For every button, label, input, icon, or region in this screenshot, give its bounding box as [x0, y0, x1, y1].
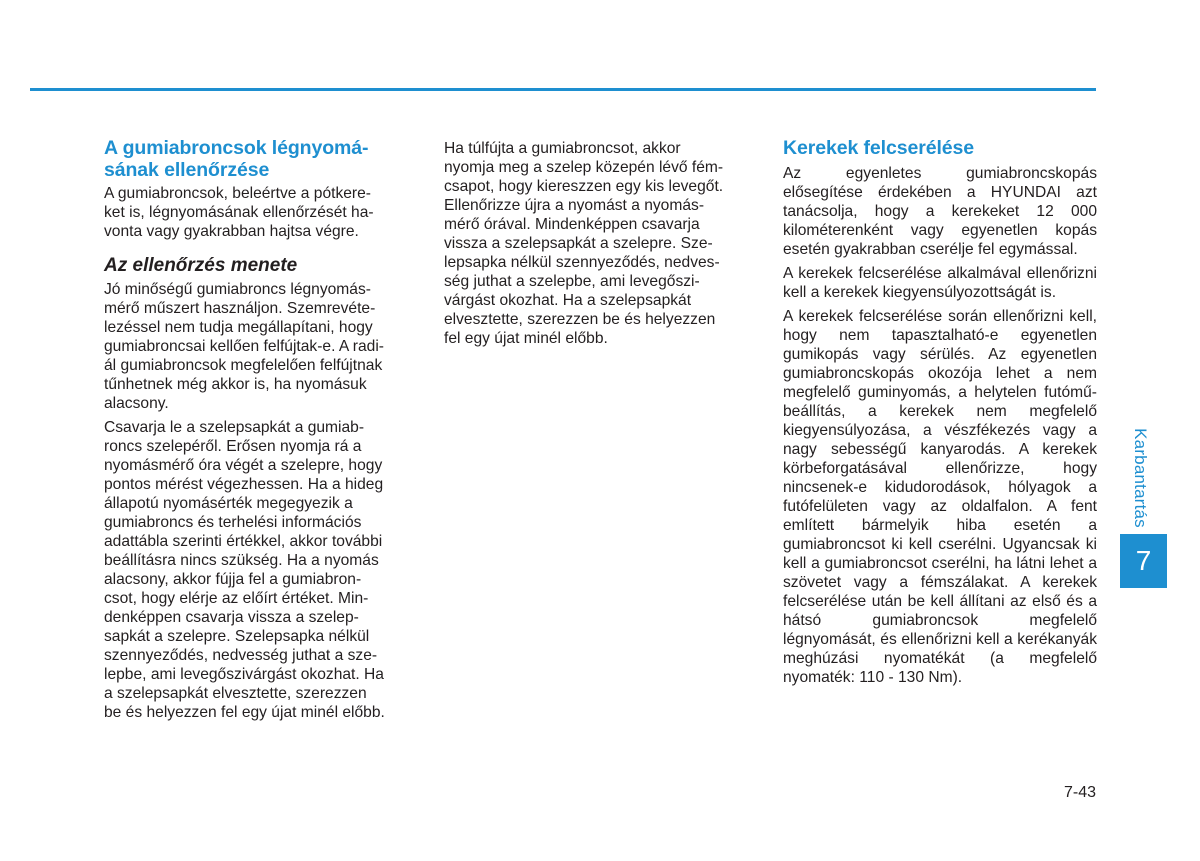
chapter-title: Karbantartás [1131, 428, 1150, 528]
column-middle [444, 137, 758, 353]
section-heading-wheel-rotation: Kerekek felcserélése [783, 137, 974, 159]
page-number: 7-43 [1063, 784, 1096, 801]
rotation-paragraph-1: Az egyenletes gumiabroncskopás elősegítése érdekében a HYUNDAI azt tanácsolja, hogy a kerekeket 12 000 kilométerenként vagy egyenetlen kopás esetén gyakrabban cserélje fel egymással. [783, 165, 1097, 258]
procedure-paragraph-2: Csavarja le a szelepsapkát a gumiab- roncs szelepéről. Erősen nyomja rá a nyomásmérő óra végét a szelepre, hogy pontos mérést végezhessen. Ha a hideg állapotú nyomásérték megegyezik a gumiabroncs és terhelési információs adattábla szerinti értékkel, akkor további beállításra nincs szükség. Ha a nyomás alacsony, akkor fújja fel a gumiabron- csot, hogy elérje az előírt értéket. Min- denképpen csavarja vissza a szelep- sapkát a szelepre. Szelepsapka nélkül szennyeződés, nedvesség juthat a sze- lepbe, ami levegőszivárgást okozhat. Ha a szelepsapkát elvesztette, szerezzen be és helyezzen fel egy újat minél előbb. [104, 419, 385, 721]
header-rule [30, 88, 1096, 91]
chapter-number-tab: 7 [1120, 534, 1167, 588]
rotation-paragraph-3: A kerekek felcserélése során ellenőrizni kell, hogy nem tapasztalható-e egyenetlen gumikopás vagy sérülés. Az egyenetlen gumiabroncskopás okozója lehet a nem megfelelő guminyomás, a helytelen futómű-beállítás, a kerekek nem megfelelő kiegyensúlyozása, a vészfékezés vagy a nagy sebességű kanyarodás. A kerekek körbeforgatásával ellenőrizze, hogy nincsenek-e kidudorodások, hólyagok a futófelületen vagy az oldalfalon. A fent említett bármelyik hiba esetén a gumiabroncsot ki kell cserélni. Ugyancsak ki kell a gumiabroncsot cserélni, ha látni lehet a szövetet vagy a fémszálakat. A kerekek felcserélése után be kell állítani az első és a hátsó gumiabroncsok megfelelő légnyomását, és ellenőrizni kell a kerékanyák meghúzási nyomatékát (a megfelelő nyomaték: 110 - 130 Nm). [783, 308, 1097, 686]
chapter-side-label [1124, 422, 1156, 534]
subheading-check-procedure: Az ellenőrzés menete [104, 255, 298, 276]
procedure-paragraph-1: Jó minőségű gumiabroncs légnyomás- mérő műszert használjon. Szemrevéte- lezéssel nem tudja megállapítani, hogy gumiabroncsai kellően felfújtak-e. A radi- ál gumiabroncsok megfelelően felfújtnak tűnhetnek még akkor is, ha nyomásuk alacsony. [104, 281, 384, 412]
rotation-paragraph-2: A kerekek felcserélése alkalmával ellenőrizni kell a kerekek kiegyensúlyozottságát is. [783, 265, 1097, 301]
procedure-paragraph-3: Ha túlfújta a gumiabroncsot, akkor nyomja meg a szelep közepén lévő fém- csapot, hogy kiereszzen egy kis levegőt. Ellenőrizze újra a nyomást a nyomás- mérő órával. Mindenképpen csavarja vissza a szelepsapkát a szelepre. Sze- lepsapka nélkül szennyeződés, nedves- ség juthat a szelepbe, ami levegőszi- várgást okozhat. Ha a szelepsapkát elvesztette, szerezzen be és helyezzen fel egy újat minél előbb. [444, 140, 724, 347]
section-heading-tire-pressure: A gumiabroncsok légnyomá- sának ellenőrzése [104, 137, 369, 181]
column-left [104, 137, 418, 727]
tire-pressure-intro: A gumiabroncsok, beleértve a pótkere- ket is, légnyomásának ellenőrzését ha- vonta vagy gyakrabban hajtsa végre. [104, 185, 374, 240]
column-right [783, 137, 1097, 692]
